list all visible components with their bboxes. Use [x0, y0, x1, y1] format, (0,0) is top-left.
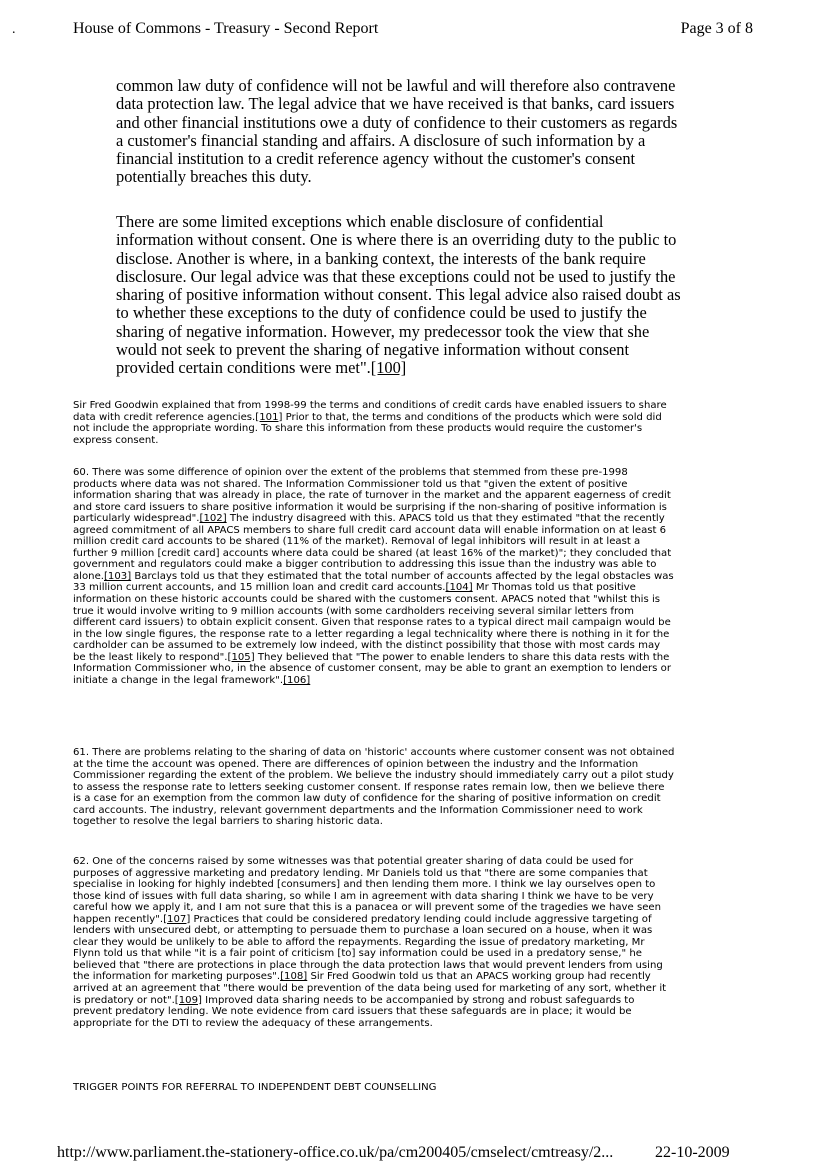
text-run: 62. One of the concerns raised by some witnesses was that potential greater sharing of data could be used for purposes of aggressive marketing and predatory lending. Mr Daniels told us that "there are some companies that specialise in looking for highly indebted [consumers] and then lending them more. I think we lay ourselves open to those kind of issues with full data sharing, so while I am in agreement with data sharing I think we have to be very careful how we apply it, and I am not sure that this is a panacea or will prevent some of the tragedies we have seen happen recently". — [73, 856, 662, 925]
paragraph-text: 61. There are problems relating to the sharing of data on 'historic' accounts where customer consent was not obtained at the time the account was opened. There are differences of opinion between the industry and the Information Commissioner regarding the extent of the problem. We believe the industry should immediately carry out a pilot study to assess the response rate to letters seeking customer consent. If response rates remain low, then we believe there is a case for an exemption from the common law duty of confidence for the sharing of positive information on credit card accounts. The industry, relevant government departments and the Information Commissioner need to work together to resolve the legal barriers to sharing historic data. — [73, 747, 675, 828]
header-mark: . — [12, 22, 16, 37]
footnote-link-100[interactable]: [100] — [370, 358, 407, 378]
text-run: Prior to that, the terms and conditions of the products which were sold did not include the appropriate wording. To share this information from these products would require the customer's express consent. — [73, 411, 662, 446]
quote-paragraph — [116, 213, 681, 378]
quote-block-2 — [116, 213, 681, 378]
text-run: The industry disagreed with this. APACS told us that they estimated "that the recently agreed commitment of all APACS members to share full credit card account data will enable information on at least 6 million credit card accounts to be shared (11% of the market). Removal of legal inhibitors will result in at least a further 9 million [credit card] accounts where data could be shared (at least 16% of the market)"; they concluded that government and regulators could make a bigger contribution to addressing this issue than the industry was able to alone. — [73, 513, 672, 582]
paragraph-text — [73, 400, 675, 446]
footnote-link-109[interactable]: [109] — [174, 994, 202, 1006]
footer-date: 22-10-2009 — [655, 1144, 730, 1161]
text-run: They believed that "The power to enable lenders to share this data rests with the Information Commissioner who, in the absence of customer consent, may be able to grant an exemption to lenders or initiate a change in the legal framework". — [73, 651, 671, 686]
footnote-link-107[interactable]: [107] — [163, 913, 191, 925]
text-run: Sir Fred Goodwin explained that from 1998-99 the terms and conditions of credit cards have enabled issuers to share data with credit reference agencies. — [73, 400, 667, 423]
page-indicator: Page 3 of 8 — [680, 20, 753, 37]
paragraph-text — [73, 856, 675, 1029]
paragraph-text — [73, 467, 675, 686]
footnote-link-104[interactable]: [104] — [445, 582, 473, 594]
text-run: Barclays told us that they estimated that the total number of accounts affected by the legal obstacles was 33 million current accounts, and 15 million loan and credit card accounts. — [73, 570, 674, 594]
footnote-link-102[interactable]: [102] — [199, 513, 227, 525]
paragraph-60 — [73, 467, 675, 686]
footnote-link-108[interactable]: [108] — [280, 971, 308, 983]
paragraph-62 — [73, 856, 675, 1029]
footnote-link-101[interactable]: [101] — [255, 411, 283, 423]
text-run: Mr Thomas told us that positive information on these historic accounts could be shared with the customers consent. APACS noted that "whilst this is true it would involve writing to 9 million accounts (with some cardholders receiving several similar letters from different card issuers) to obtain explicit consent. Given that response rates to a typical direct mail campaign would be in the low single figures, the response rate to a letter regarding a legal technicality where there is nothing in it for the cardholder can be assumed to be extremely low indeed, with the distinct possibility that those with most cards may be the least likely to respond". — [73, 582, 671, 663]
footer-url: http://www.parliament.the-stationery-office.co.uk/pa/cm200405/cmselect/cmtreasy/2... — [57, 1144, 614, 1161]
paragraph-61 — [73, 747, 675, 828]
text-run: Practices that could be considered predatory lending could include aggressive targeting of lenders with unsecured debt, or attempting to persuade them to purchase a loan secured on a house, when it was clear they would be unlikely to be able to afford the repayments. Regarding the issue of predatory marketing, Mr Flynn told us that while "it is a fair point of criticism [to] say information could be used in a predatory sense," he believed that "there are protections in place through the data protection laws that would prevent lenders from using the information for marketing purposes". — [73, 913, 663, 983]
footnote-link-103[interactable]: [103] — [103, 570, 132, 582]
section-heading: TRIGGER POINTS FOR REFERRAL TO INDEPENDENT DEBT COUNSELLING — [73, 1082, 437, 1093]
quote-text: There are some limited exceptions which enable disclosure of confidential information without consent. One is where there is an overriding duty to the public to disclose. Another is where, in a banking context, the interests of the bank require disclosure. Our legal advice was that these exceptions could not be used to justify the sharing of positive information without consent. This legal advice also raised doubt as to whether these exceptions to the duty of confidence could be used to justify the sharing of negative information. However, my predecessor took the view that she would not seek to prevent the sharing of negative information without consent provided certain conditions were met". — [116, 212, 681, 378]
text-run: 60. There was some difference of opinion over the extent of the problems that stemmed from these pre-1998 products where data was not shared. The Information Commissioner told us that "given the extent of positive information sharing that was already in place, the rate of turnover in the market and the apparent eagerness of credit and store card issuers to share positive information it would be surprising if the non-sharing of positive information is particularly widespread". — [73, 467, 671, 525]
quote-block-1 — [116, 77, 681, 187]
document-title: House of Commons - Treasury - Second Report — [73, 20, 379, 37]
text-run: Improved data sharing needs to be accompanied by strong and robust safeguards to prevent predatory lending. We note evidence from card issuers that these safeguards are in place; it would be appropriate for the DTI to review the adequacy of these arrangements. — [73, 994, 635, 1029]
footnote-link-106[interactable]: [106] — [283, 674, 311, 686]
footnote-link-105[interactable]: [105] — [227, 651, 255, 663]
paragraph-goodwin — [73, 400, 675, 446]
quote-paragraph: common law duty of confidence will not be lawful and will therefore also contravene data protection law. The legal advice that we have received is that banks, card issuers and other financial institutions owe a duty of confidence to their customers as regards a customer's financial standing and affairs. A disclosure of such information by a financial institution to a credit reference agency without the customer's consent potentially breaches this duty. — [116, 76, 678, 187]
text-run: Sir Fred Goodwin told us that an APACS working group had recently arrived at an agreement that "there would be prevention of the data being used for marketing of any sort, whether it is predatory or not". — [73, 971, 667, 1006]
